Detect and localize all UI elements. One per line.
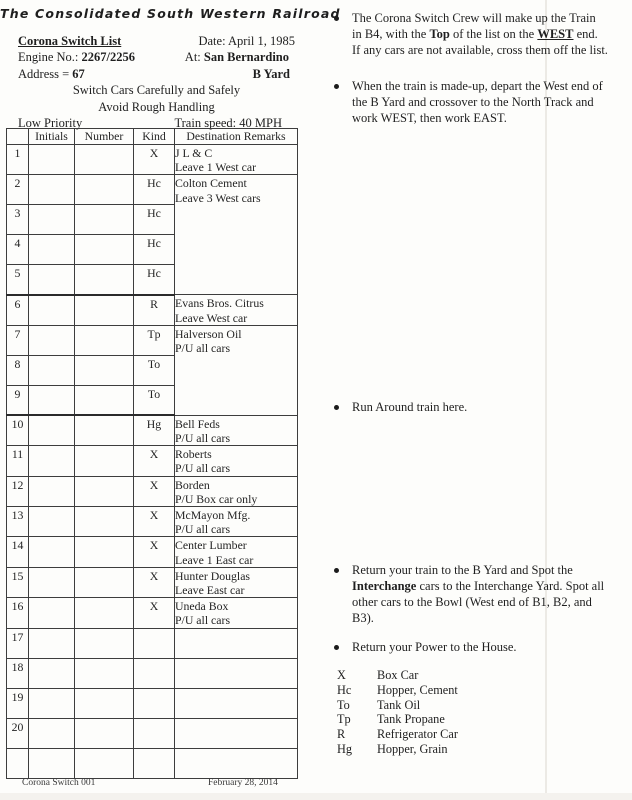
kind-cell: To [134,385,175,415]
kind-cell: Hc [134,175,175,205]
number-cell [75,598,134,628]
revision-date: February 28, 2014 [208,778,278,788]
number-cell [75,235,134,265]
date-value: Date: April 1, 1985 [198,34,295,48]
row-number-cell: 11 [7,446,29,476]
remarks-line: Bell Feds [175,416,220,431]
table-row [7,718,298,748]
col-header-initials: Initials [29,129,75,145]
table-row [7,446,298,476]
table-row [7,175,298,205]
number-cell [75,175,134,205]
kind-cell: Hc [134,205,175,235]
initials-cell [29,446,75,476]
initials-cell [29,385,75,415]
remarks-line: Leave West car [175,310,248,325]
initials-cell [29,658,75,688]
number-cell [75,325,134,355]
remarks-cell [175,567,298,597]
kind-cell: X [134,507,175,537]
engine-number: Engine No.: 2267/2256 [18,50,136,65]
header-line-1 [18,33,295,49]
table-header-row [7,129,298,145]
legend-symbol: Hc [337,682,352,697]
legend-name: Tank Propane [377,712,445,727]
number-cell [75,628,134,658]
kind-cell [134,748,175,778]
bullet-icon [332,639,352,655]
row-number-cell: 10 [7,415,29,445]
switch-list-body [7,145,298,779]
table-row [7,476,298,506]
remarks-line: Center Lumber [175,538,247,553]
legend-symbol: R [337,727,346,742]
kind-cell: X [134,598,175,628]
row-number-cell: 20 [7,718,29,748]
number-cell [75,537,134,567]
remarks-cell [175,537,298,567]
initials-cell [29,628,75,658]
table-row [7,598,298,628]
kind-cell: X [134,476,175,506]
legend-row [337,712,458,727]
row-number-cell: 2 [7,175,29,205]
remarks-line: Borden [175,477,210,492]
col-header-number: Number [75,129,134,145]
instruction-bullet-1 [332,10,608,58]
legend-symbol: Tp [337,712,351,727]
initials-cell [29,567,75,597]
row-number-cell: 3 [7,205,29,235]
table-row [7,145,298,175]
remarks-line: McMayon Mfg. [175,508,251,523]
number-cell [75,295,134,325]
row-number-cell: 14 [7,537,29,567]
table-row [7,295,298,325]
remarks-cell [175,446,298,476]
car-kind-legend [337,668,458,757]
instruction-bullet-4 [332,562,608,626]
remarks-cell [175,295,298,325]
table-row [7,415,298,445]
initials-cell [29,507,75,537]
yard-name: B Yard [252,66,290,81]
legend-name: Hopper, Cement [377,682,458,697]
row-number-cell: 4 [7,235,29,265]
remarks-line: Halverson Oil [175,326,242,341]
kind-cell [134,718,175,748]
legend-symbol: Hg [337,741,353,756]
table-row [7,658,298,688]
number-cell [75,145,134,175]
remarks-cell [175,658,298,688]
col-header-rownum [7,129,29,145]
remarks-cell [175,718,298,748]
remarks-line: Colton Cement [175,176,247,191]
legend-row [337,727,458,742]
instruction-text-1: The Corona Switch Crew will make up the Train in B4, with the Top of the list on the WEST end. If any cars are not available, cross them off the list. [352,11,608,57]
number-cell [75,507,134,537]
legend-row [337,668,458,683]
table-row [7,325,298,355]
remarks-cell [175,175,298,295]
remarks-line: Roberts [175,447,212,462]
row-number-cell: 17 [7,628,29,658]
instruction-text-2: When the train is made-up, depart the West end of the B Yard and crossover to the North Track and work WEST, then work EAST. [352,79,603,125]
remarks-line: Leave 1 East car [175,552,254,567]
row-number-cell: 16 [7,598,29,628]
instruction-bullet-5 [332,639,608,655]
remarks-cell [175,325,298,415]
number-cell [75,476,134,506]
remarks-line: P/U all cars [175,431,231,446]
remarks-line: Hunter Douglas [175,568,251,583]
initials-cell [29,235,75,265]
header-line-3 [18,66,295,82]
remarks-line: Leave 3 West cars [175,190,261,205]
remarks-cell [175,598,298,628]
table-row [7,748,298,778]
initials-cell [29,415,75,445]
table-row [7,628,298,658]
row-number-cell: 18 [7,658,29,688]
row-number-cell: 5 [7,265,29,295]
table-row [7,537,298,567]
instruction-bullet-2 [332,78,608,126]
table-row [7,507,298,537]
remarks-line: Leave East car [175,583,245,598]
row-number-cell: 1 [7,145,29,175]
row-number-cell: 9 [7,385,29,415]
kind-cell [134,688,175,718]
initials-cell [29,718,75,748]
initials-cell [29,748,75,778]
legend-name: Box Car [377,668,419,682]
legend-row [337,742,458,757]
initials-cell [29,325,75,355]
remarks-cell [175,476,298,506]
bullet-icon [332,10,352,58]
number-cell [75,567,134,597]
remarks-line: Evans Bros. Citrus [175,296,264,311]
col-header-kind: Kind [134,129,175,145]
caution-line-1: Switch Cars Carefully and Safely [72,83,241,98]
instruction-text-4: Return your train to the B Yard and Spot the Interchange cars to the Interchange Yard. Spot all other cars to the Bowl (West end of B1, B2, and B3). [352,563,605,625]
remarks-line: P/U all cars [175,522,231,537]
remarks-cell [175,507,298,537]
legend-symbol: To [337,697,350,712]
kind-cell [134,628,175,658]
switch-list-table [6,128,298,779]
legend-symbol: X [337,668,346,682]
initials-cell [29,355,75,385]
col-header-remarks: Destination Remarks [175,129,298,145]
remarks-line: P/U all cars [175,341,231,356]
remarks-line: J L & C [175,146,213,160]
number-cell [75,385,134,415]
initials-cell [29,476,75,506]
legend-row [337,698,458,713]
instruction-text-3: Run Around train here. [352,400,468,414]
remarks-line: P/U Box car only [175,491,258,506]
row-number-cell: 6 [7,295,29,325]
header-line-2 [18,49,295,65]
instruction-text-5: Return your Power to the House. [352,640,517,654]
number-cell [75,688,134,718]
row-number-cell: 12 [7,476,29,506]
initials-cell [29,145,75,175]
kind-cell: Hc [134,235,175,265]
number-cell [75,265,134,295]
legend-name: Hopper, Grain [377,741,448,756]
train-speed: Train speed: 40 MPH [174,116,282,131]
kind-cell: X [134,537,175,567]
railroad-title: The Consolidated South Western Railroad [0,6,341,21]
bullet-icon [332,399,352,415]
kind-cell: X [134,446,175,476]
form-header [18,33,295,131]
kind-cell: R [134,295,175,325]
initials-cell [29,598,75,628]
kind-cell: Hc [134,265,175,295]
kind-cell: Tp [134,325,175,355]
row-number-cell: 7 [7,325,29,355]
number-cell [75,415,134,445]
number-cell [75,658,134,688]
remarks-line: P/U all cars [175,461,231,476]
caution-line-2: Avoid Rough Handling [98,99,215,114]
kind-cell: To [134,355,175,385]
remarks-cell [175,145,298,175]
legend-row [337,683,458,698]
remarks-cell [175,688,298,718]
address: Address = 67 [18,66,85,81]
remarks-line: Leave 1 West car [175,160,257,175]
kind-cell: Hg [134,415,175,445]
instructions-column [316,0,632,800]
initials-cell [29,295,75,325]
row-number-cell: 8 [7,355,29,385]
row-number-cell: 19 [7,688,29,718]
bullet-icon [332,562,352,626]
form-number: Corona Switch 001 [22,778,96,788]
bullet-icon [332,78,352,126]
remarks-line: Uneda Box [175,599,229,614]
initials-cell [29,205,75,235]
row-number-cell [7,748,29,778]
number-cell [75,355,134,385]
initials-cell [29,537,75,567]
legend-name: Tank Oil [377,697,421,712]
remarks-cell [175,415,298,445]
instruction-bullet-3 [332,399,608,415]
list-title: Corona Switch List [18,34,122,48]
kind-cell: X [134,145,175,175]
at-location: At: San Bernardino [184,50,289,65]
initials-cell [29,175,75,205]
number-cell [75,446,134,476]
row-number-cell: 13 [7,507,29,537]
number-cell [75,205,134,235]
number-cell [75,718,134,748]
priority-label: Low Priority [18,116,83,131]
number-cell [75,748,134,778]
legend-name: Refrigerator Car [377,727,458,742]
row-number-cell: 15 [7,567,29,597]
initials-cell [29,265,75,295]
remarks-cell [175,748,298,778]
kind-cell: X [134,567,175,597]
kind-cell [134,658,175,688]
initials-cell [29,688,75,718]
table-row [7,688,298,718]
table-row [7,567,298,597]
remarks-cell [175,628,298,658]
remarks-line: P/U all cars [175,613,231,628]
